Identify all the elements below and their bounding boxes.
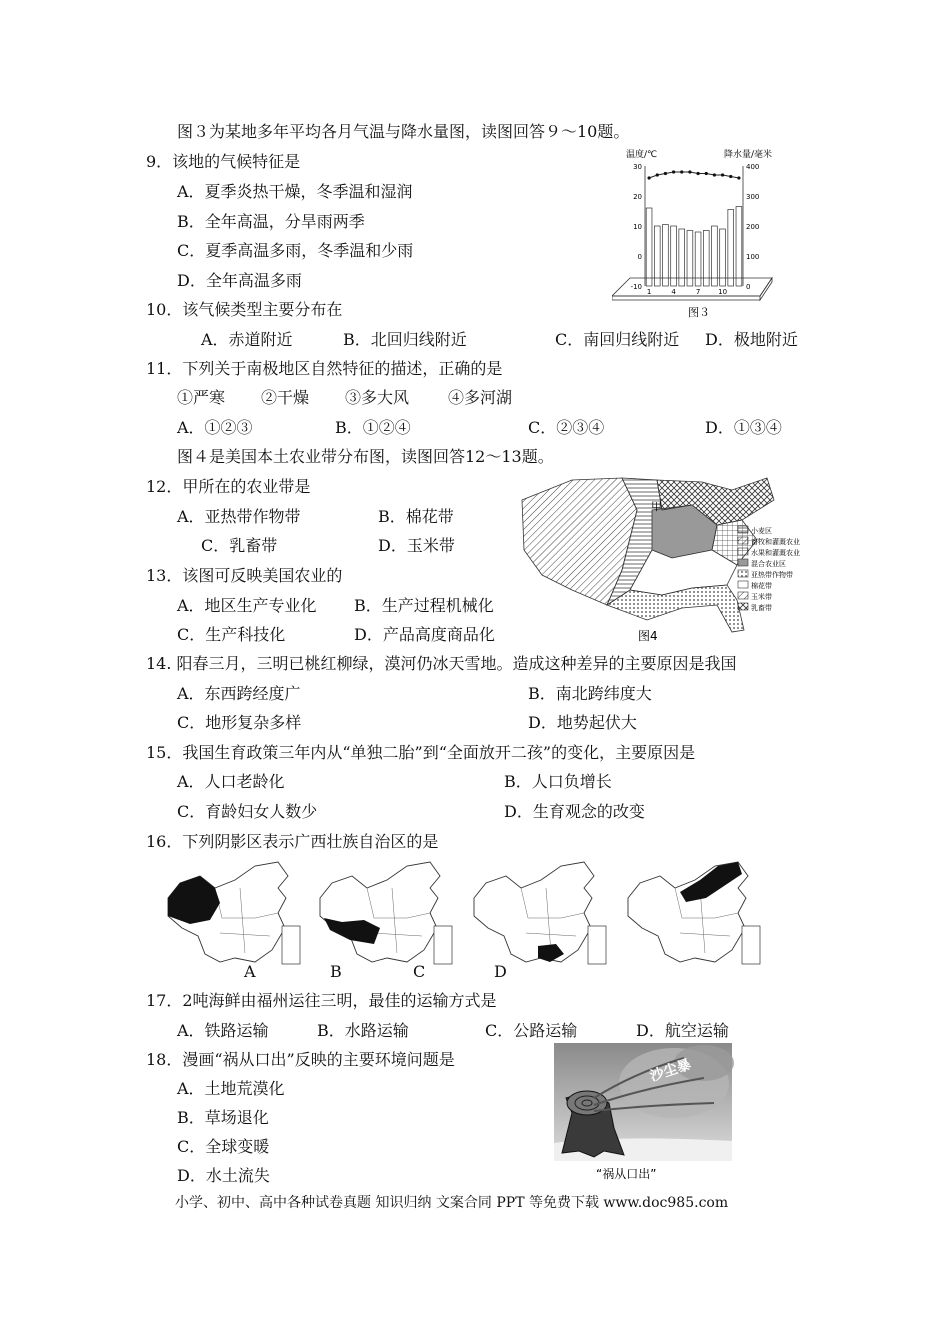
precipitation-bar <box>736 207 742 287</box>
q18-option-d: D．水土流失 <box>177 1166 270 1185</box>
right-tick-label: 400 <box>746 163 760 171</box>
legend-label: 玉米带 <box>751 593 772 601</box>
south-china-sea-inset <box>742 926 760 964</box>
q14-option-c: C．地形复杂多样 <box>177 713 302 732</box>
q9-option-d: D．全年高温多雨 <box>177 271 302 290</box>
legend-label: 亚热带作物带 <box>751 571 793 579</box>
cartoon-figure <box>554 1043 734 1183</box>
q10-option-b: B．北回归线附近 <box>343 330 467 349</box>
q11-item-3: ③多大风 <box>345 388 410 407</box>
q10-option-a: A．赤道附近 <box>201 330 293 349</box>
map-label-d: D <box>494 962 507 981</box>
figure-4-caption: 图4 <box>638 629 658 643</box>
legend-label: 畜牧和灌溉农业 <box>751 538 800 546</box>
legend-label: 棉花带 <box>751 582 772 590</box>
q13-option-a: A．地区生产专业化 <box>177 596 317 615</box>
temperature-point <box>696 172 699 175</box>
legend-swatch <box>738 570 748 577</box>
south-china-sea-inset <box>588 926 606 964</box>
precipitation-bar <box>646 208 652 286</box>
legend-label: 混合农业区 <box>751 560 786 568</box>
chart-right-axis-title: 降水量/毫米 <box>724 150 773 160</box>
legend-swatch <box>738 559 748 566</box>
precipitation-bar <box>671 226 677 286</box>
legend-label: 乳畜带 <box>751 604 772 612</box>
temperature-point <box>680 170 683 173</box>
intro-12-13: 图４是美国本土农业带分布图，读图回答12～13题。 <box>177 447 554 466</box>
question-11-stem: 11．下列关于南极地区自然特征的描述，正确的是 <box>146 359 503 378</box>
question-9-stem: 9．该地的气候特征是 <box>146 152 301 171</box>
q17-option-d: D．航空运输 <box>636 1021 729 1040</box>
question-10-stem: 10．该气候类型主要分布在 <box>146 300 343 319</box>
question-14-stem: 14. 阳春三月，三明已桃红柳绿，漠河仍冰天雪地。造成这种差异的主要原因是我国 <box>146 654 737 673</box>
q11-option-b: B．①②④ <box>335 418 411 437</box>
page-footer: 小学、初中、高中各种试卷真题 知识归纳 文案合同 PPT 等免费下载 www.doc985.com <box>175 1195 729 1211</box>
china-maps-row <box>160 858 780 973</box>
right-tick-label: 100 <box>746 253 760 261</box>
x-tick-label: 7 <box>695 288 701 296</box>
q15-option-d: D．生育观念的改变 <box>504 802 645 821</box>
south-china-sea-inset <box>434 926 452 964</box>
q15-option-c: C．育龄妇女人数少 <box>177 802 318 821</box>
left-tick-label: -10 <box>630 283 642 291</box>
legend-swatch <box>738 592 748 599</box>
q17-option-c: C．公路运输 <box>485 1021 578 1040</box>
china-map <box>320 862 452 964</box>
q13-option-c: C．生产科技化 <box>177 625 286 644</box>
q12-option-a: A．亚热带作物带 <box>177 507 301 526</box>
q12-option-d: D．玉米带 <box>378 536 455 555</box>
precipitation-bar <box>712 226 718 286</box>
x-tick-label: 4 <box>671 288 676 296</box>
question-15-stem: 15．我国生育政策三年内从“单独二胎”到“全面放开二孩”的变化，主要原因是 <box>146 743 696 762</box>
left-tick-label: 0 <box>637 253 642 261</box>
figure-3-caption: 图３ <box>688 306 710 319</box>
q11-option-a: A．①②③ <box>177 418 253 437</box>
q18-option-a: A．土地荒漠化 <box>177 1079 285 1098</box>
map-marker-jia: 甲 <box>651 500 662 513</box>
left-tick-label: 30 <box>633 163 642 171</box>
chart-left-axis-title: 温度/℃ <box>626 150 658 160</box>
q9-option-a: A．夏季炎热干燥，冬季温和湿润 <box>177 182 413 201</box>
legend-swatch <box>738 603 748 610</box>
china-outline <box>320 862 440 962</box>
temperature-point <box>647 176 650 179</box>
x-tick-label: 10 <box>718 288 728 296</box>
q11-item-2: ②干燥 <box>261 388 310 407</box>
q11-item-1: ①严寒 <box>177 388 226 407</box>
map-label-a: A <box>244 962 256 981</box>
question-17-stem: 17．2吨海鲜由福州运往三明，最佳的运输方式是 <box>146 991 497 1010</box>
q17-option-a: A．铁路运输 <box>177 1021 269 1040</box>
precipitation-bar <box>654 226 660 286</box>
legend-swatch <box>738 548 748 555</box>
south-china-sea-inset <box>282 926 300 964</box>
temperature-point <box>672 170 675 173</box>
legend-label: 水果和灌溉农业 <box>751 549 800 557</box>
right-tick-label: 200 <box>746 223 760 231</box>
q15-option-a: A．人口老龄化 <box>177 772 285 791</box>
x-tick-label: 1 <box>646 288 652 296</box>
right-tick-label: 300 <box>746 193 760 201</box>
q18-option-c: C．全球变暖 <box>177 1137 270 1156</box>
china-map <box>628 862 760 964</box>
q14-option-b: B．南北跨纬度大 <box>528 684 652 703</box>
precipitation-bar <box>728 210 734 287</box>
map-label-b: B <box>330 962 342 981</box>
q13-option-d: D．产品高度商品化 <box>354 625 495 644</box>
q10-option-c: C．南回归线附近 <box>555 330 680 349</box>
legend-label: 小麦区 <box>751 527 772 535</box>
temperature-line <box>649 172 739 178</box>
q9-option-b: B．全年高温，分旱雨两季 <box>177 212 365 231</box>
us-agriculture-map-figure-4 <box>512 470 814 645</box>
map-label-c: C <box>413 962 426 981</box>
temperature-point <box>664 172 667 175</box>
q18-option-b: B．草场退化 <box>177 1108 269 1127</box>
china-outline <box>474 862 594 962</box>
map-legend <box>738 526 800 612</box>
q14-option-d: D．地势起伏大 <box>528 713 637 732</box>
right-tick-label: 0 <box>746 283 751 291</box>
question-16-stem: 16．下列阴影区表示广西壮族自治区的是 <box>146 832 439 851</box>
q13-option-b: B．生产过程机械化 <box>354 596 494 615</box>
q14-option-a: A．东西跨经度广 <box>177 684 301 703</box>
left-tick-label: 10 <box>633 223 642 231</box>
temperature-point <box>705 172 708 175</box>
map-region-subtropical <box>607 585 744 632</box>
q10-option-d: D．极地附近 <box>705 330 798 349</box>
temperature-point <box>721 173 724 176</box>
q11-option-d: D．①③④ <box>705 418 782 437</box>
q9-option-c: C．夏季高温多雨，冬季温和少雨 <box>177 241 414 260</box>
q12-option-c: C．乳畜带 <box>201 536 278 555</box>
china-map <box>474 862 606 964</box>
temperature-point <box>688 170 691 173</box>
q15-option-b: B．人口负增长 <box>504 772 612 791</box>
temperature-point <box>713 173 716 176</box>
legend-swatch <box>738 581 748 588</box>
q11-option-c: C．②③④ <box>528 418 605 437</box>
climate-chart-figure-3 <box>612 146 782 326</box>
intro-9-10: 图３为某地多年平均各月气温与降水量图，读图回答９～10题。 <box>177 122 630 141</box>
precipitation-bar <box>663 225 669 287</box>
temperature-point <box>729 175 732 178</box>
china-map <box>168 862 300 964</box>
question-12-stem: 12．甲所在的农业带是 <box>146 477 311 496</box>
temperature-point <box>737 176 740 179</box>
precipitation-bar <box>720 229 726 286</box>
legend-swatch <box>738 526 748 533</box>
cartoon-caption: “祸从口出” <box>596 1167 657 1181</box>
q17-option-b: B．水路运输 <box>317 1021 409 1040</box>
q11-item-4: ④多河湖 <box>448 388 513 407</box>
question-18-stem: 18．漫画“祸从口出”反映的主要环境问题是 <box>146 1050 455 1069</box>
q12-option-b: B．棉花带 <box>378 507 454 526</box>
left-tick-label: 20 <box>633 193 642 201</box>
legend-swatch <box>738 537 748 544</box>
temperature-point <box>656 173 659 176</box>
precipitation-bar <box>679 229 685 286</box>
question-13-stem: 13．该图可反映美国农业的 <box>146 566 343 585</box>
cartoon-text: 沙尘暴 <box>648 1056 694 1085</box>
